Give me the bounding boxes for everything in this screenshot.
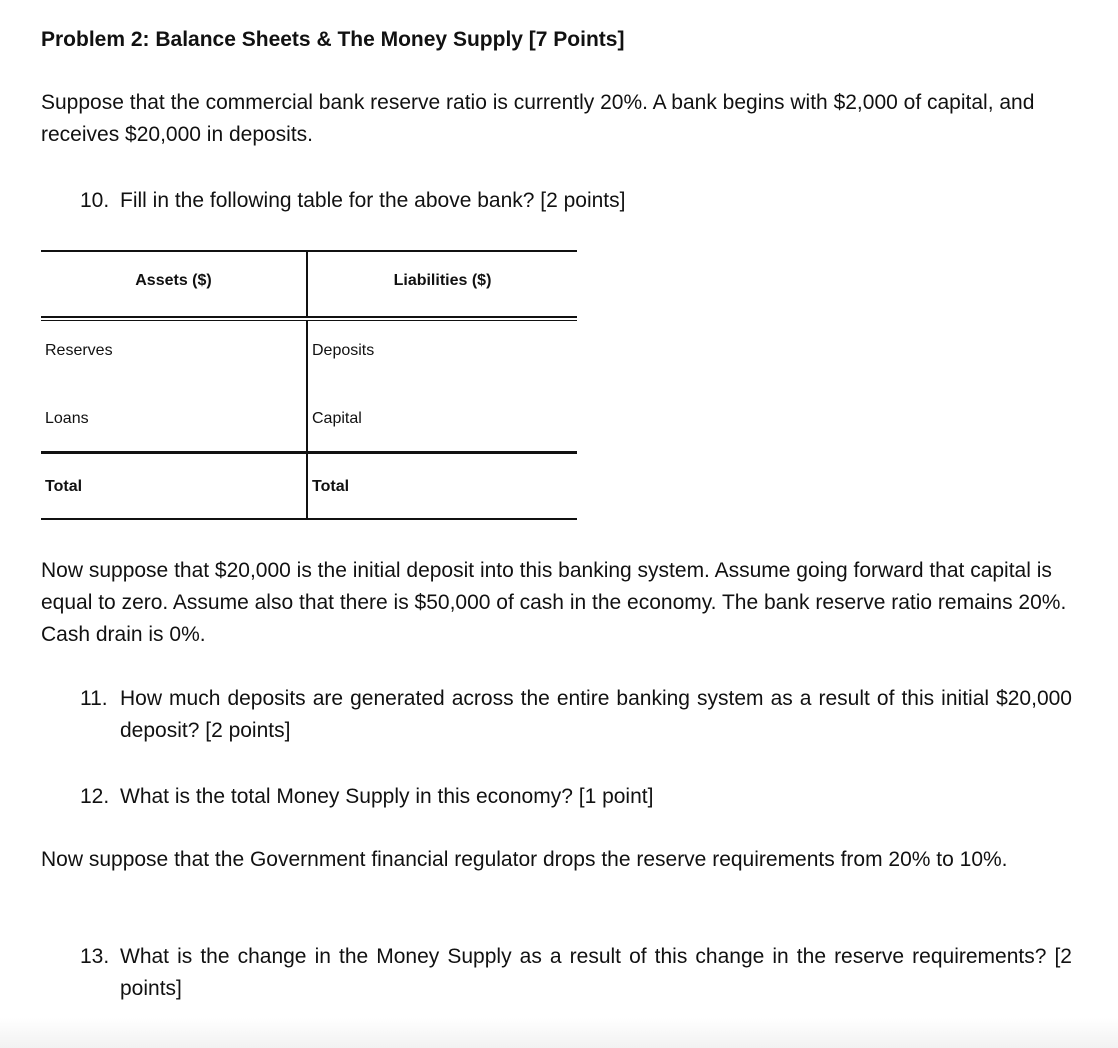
question-number: 10. xyxy=(80,189,110,212)
assets-header: Assets ($) xyxy=(135,272,212,289)
question-number: 11. xyxy=(80,687,108,710)
deposits-label: Deposits xyxy=(312,342,375,359)
liabilities-total-label: Total xyxy=(312,478,350,495)
problem-title: Problem 2: Balance Sheets & The Money Supply [7 Points] xyxy=(41,28,625,51)
question-11 xyxy=(80,683,1072,747)
header-double-rule-bottom xyxy=(41,320,577,321)
reserves-label: Reserves xyxy=(45,342,113,359)
paragraph-reserve-change: Now suppose that the Government financial regulator drops the reserve requirements from 20% to 10%. xyxy=(41,848,1008,871)
capital-label: Capital xyxy=(312,410,362,427)
question-text: How much deposits are generated across the entire banking system as a result of this initial $20,000 deposit? [2 points] xyxy=(120,687,1072,742)
question-text: What is the change in the Money Supply as a result of this change in the reserve requirements? [2 points] xyxy=(120,945,1072,1000)
paragraph-initial-deposit: Now suppose that $20,000 is the initial deposit into this banking system. Assume going forward that capital is equal to zero. Assume also that there is $50,000 of cash in the economy. The bank reserve ratio remains 20%. Cash drain is 0%. xyxy=(41,559,1067,646)
table-top-rule xyxy=(41,250,577,252)
loans-label: Loans xyxy=(45,410,89,427)
intro-paragraph: Suppose that the commercial bank reserve ratio is currently 20%. A bank begins with $2,000 of capital, and receives $20,000 in deposits. xyxy=(41,91,1035,146)
question-13 xyxy=(80,941,1072,1005)
table-bottom-rule xyxy=(41,518,577,520)
question-number: 13. xyxy=(80,945,110,968)
page-bottom-shade xyxy=(0,1018,1118,1048)
balance-sheet-table xyxy=(41,250,577,520)
question-text: Fill in the following table for the above bank? [2 points] xyxy=(120,189,626,212)
header-double-rule-top xyxy=(41,316,577,318)
liabilities-header: Liabilities ($) xyxy=(393,272,492,289)
question-text: What is the total Money Supply in this economy? [1 point] xyxy=(120,785,654,808)
question-number: 12. xyxy=(80,785,110,808)
total-rule xyxy=(41,451,577,454)
question-12 xyxy=(80,781,1072,813)
assets-total-label: Total xyxy=(45,478,83,495)
t-account-divider-body xyxy=(306,321,308,518)
question-10 xyxy=(80,185,1072,217)
